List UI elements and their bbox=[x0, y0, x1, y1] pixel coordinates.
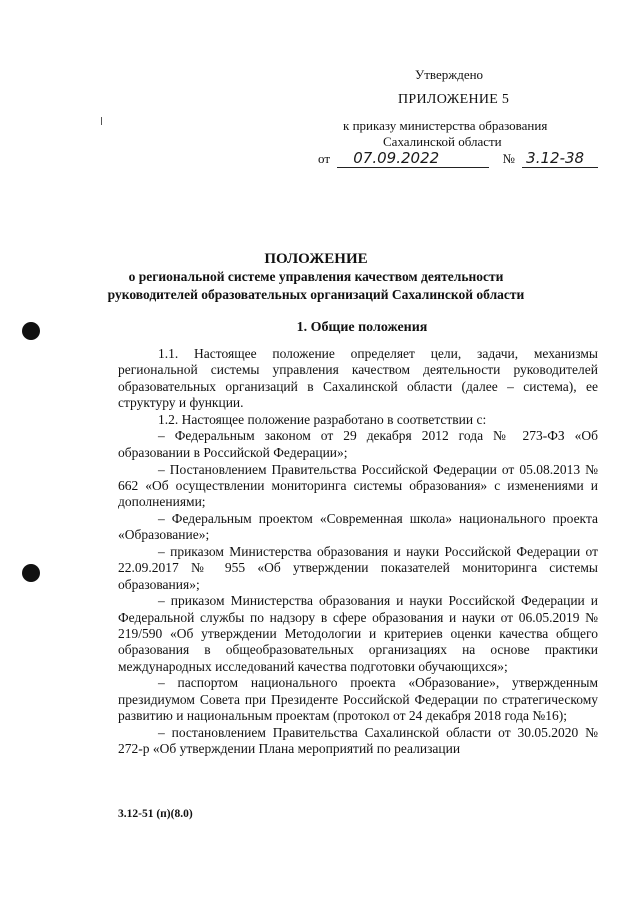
paragraph: 1.1. Настоящее положение определяет цели, задачи, механизмы региональной системы управления качеством деятельности руководителей образовательных организаций в Сахалинской области (далее – система), ее структуру и функции. bbox=[118, 346, 598, 410]
document-subtitle-line1: о региональной системе управления качеством деятельности bbox=[128, 269, 504, 284]
document-code-footer: 3.12-51 (п)(8.0) bbox=[118, 808, 193, 820]
number-prefix: № bbox=[502, 151, 515, 166]
scan-mark bbox=[101, 117, 102, 125]
list-item: – приказом Министерства образования и науки Российской Федерации от 22.09.2017 № 955 «Об утверждении показателей мониторинга системы образования»; bbox=[118, 544, 598, 592]
paragraph: 1.2. Настоящее положение разработано в соответствии с: bbox=[158, 411, 487, 427]
order-date-handwritten: 07.09.2022 bbox=[353, 149, 440, 167]
order-reference-line2: Сахалинской области bbox=[383, 134, 502, 149]
section-heading: 1. Общие положения bbox=[296, 320, 428, 335]
punch-hole-mark bbox=[22, 322, 40, 340]
document-title: ПОЛОЖЕНИЕ bbox=[264, 251, 368, 267]
list-item: – Федеральным проектом «Современная школа» национального проекта «Образование»; bbox=[118, 510, 598, 543]
appendix-label: ПРИЛОЖЕНИЕ 5 bbox=[398, 92, 510, 107]
order-date-field bbox=[337, 150, 489, 168]
order-number-handwritten: 3.12-38 bbox=[526, 149, 585, 167]
list-item: – Федеральным законом от 29 декабря 2012 года № 273-ФЗ «Об образовании в Российской Федерации»; bbox=[118, 428, 598, 460]
document-body bbox=[118, 346, 598, 758]
list-item: – Постановлением Правительства Российской Федерации от 05.08.2013 № 662 «Об осуществлении мониторинга системы образования» с изменениями и дополнениями; bbox=[118, 461, 598, 510]
approved-label: Утверждено bbox=[415, 67, 484, 82]
list-item: – паспортом национального проекта «Образование», утвержденным президиумом Совета при Президенте Российской Федерации по стратегическому развитию и национальным проектам (протокол от 24 декабря 2018 года №16); bbox=[118, 675, 598, 724]
order-number-field bbox=[522, 150, 598, 168]
list-item: – приказом Министерства образования и науки Российской Федерации и Федеральной службы по надзору в сфере образования и науки от 06.05.2019 № 219/590 «Об утверждении Методологии и критериев оценки качества общего образования в общеобразовательных организациях на основе практики международных исследований качества подготовки обучающихся»; bbox=[118, 593, 598, 674]
punch-hole-mark bbox=[22, 564, 40, 582]
order-reference-line1: к приказу министерства образования bbox=[343, 118, 548, 133]
document-subtitle-line2: руководителей образовательных организаций Сахалинской области bbox=[107, 287, 525, 302]
date-prefix: от bbox=[318, 151, 331, 166]
list-item: – постановлением Правительства Сахалинской области от 30.05.2020 № 272-р «Об утверждении Плана мероприятий по реализации bbox=[118, 724, 598, 757]
order-date-number-line bbox=[318, 150, 598, 168]
